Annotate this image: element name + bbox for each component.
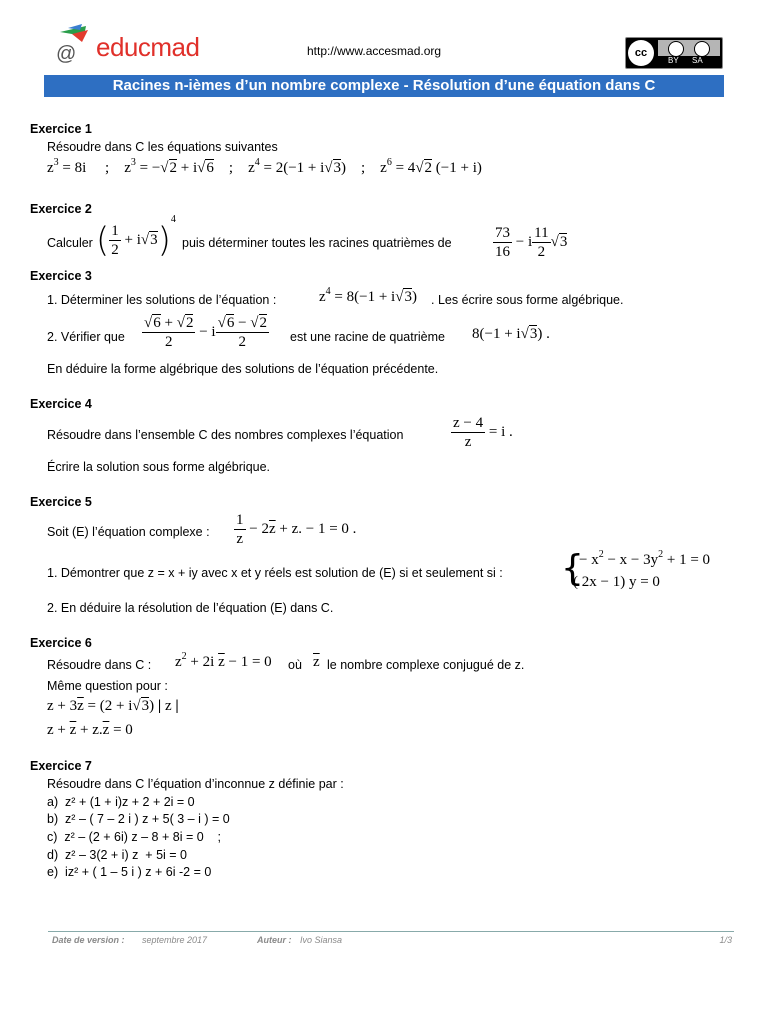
- exercise-7-item-a: a) z² + (1 + i)z + 2 + 2i = 0: [47, 795, 195, 809]
- exercise-1-title: Exercice 1: [30, 122, 92, 136]
- cc-icon: cc: [628, 40, 654, 66]
- person-icon: [668, 41, 684, 57]
- exercise-7-item-c: c) z² – (2 + 6i) z – 8 + 8i = 0 ;: [47, 830, 222, 844]
- exercise-6-title: Exercice 6: [30, 636, 92, 650]
- footer-page-number: 1/3: [719, 935, 732, 945]
- title-banner: [44, 75, 724, 97]
- exercise-3-title: Exercice 3: [30, 269, 92, 283]
- exercise-6-q1-end: le nombre complexe conjugué de z.: [327, 658, 525, 672]
- sa-label: SA: [692, 56, 703, 65]
- exercise-5-q2: 2. En déduire la résolution de l’équation (E) dans C.: [47, 601, 334, 615]
- license-badge: [625, 37, 723, 69]
- exercise-5-q1: 1. Démontrer que z = x + iy avec x et y réels est solution de (E) si et seulement si :: [47, 566, 503, 580]
- by-label: BY: [668, 56, 679, 65]
- exercise-1-equations: $z^3 = 8i$ ; $z^3 = -√2 + i√6$ ; $z^4 = 2(-1 + i√3)$ ; $z^6 = 4√2$ (−1 + i): [47, 157, 482, 176]
- footer-divider: [48, 931, 734, 932]
- exercise-7-title: Exercice 7: [30, 759, 92, 773]
- exercise-3-root-target: 8(−1 + i√3) .: [472, 326, 550, 342]
- exercise-2-expression: ( $\frac{1}{2}$ + i√3)$^4$: [96, 214, 176, 261]
- footer-author-value: Ivo Siansa: [300, 935, 343, 945]
- exercise-3-root: $\frac{√6 + √2}{2}$ − i $\frac{√6 - √2}{2}$: [144, 315, 268, 350]
- exercise-1-intro: Résoudre dans C les équations suivantes: [47, 140, 278, 154]
- exercise-2-title: Exercice 2: [30, 202, 92, 216]
- logo-text: educmad: [96, 32, 200, 62]
- exercise-5-q0: Soit (E) l’équation complexe :: [47, 525, 210, 539]
- logo: [52, 22, 202, 66]
- exercise-3-equation: $z^4 = 8(-1 + i√3)$: [319, 286, 417, 305]
- footer-date-label: Date de version :: [52, 935, 125, 945]
- exercise-6-eq-b: $z + \overline{z} + z.\overline{z} = 0$: [47, 722, 133, 738]
- exercise-7-intro: Résoudre dans C l’équation d’inconnue z définie par :: [47, 777, 344, 791]
- exercise-6-eq-a: $z + 3\overline{z} = (2 + i√3)$ | z |: [47, 698, 179, 714]
- exercise-4-q2: Écrire la solution sous forme algébrique.: [47, 460, 271, 474]
- page-title: Racines n-ièmes d’un nombre complexe - Résolution d’une équation dans C: [112, 77, 656, 94]
- share-alike-icon: [694, 41, 710, 57]
- exercise-3-q2: 2. Vérifier que: [47, 330, 125, 344]
- exercise-6-equation: $z^2 + 2i$ $\overline{z} - 1 = 0$: [175, 651, 272, 670]
- exercise-6-ou: où: [288, 658, 302, 672]
- exercise-3-q2-mid: est une racine de quatrième: [290, 330, 445, 344]
- exercise-7-item-d: d) z² – 3(2 + i) z + 5i = 0: [47, 848, 187, 862]
- exercise-7-item-b: b) z² – ( 7 – 2 i ) z + 5( 3 – i ) = 0: [47, 812, 230, 826]
- exercise-2-text: puis déterminer toutes les racines quatrièmes de: [182, 236, 452, 250]
- footer: [52, 935, 732, 949]
- exercise-4-title: Exercice 4: [30, 397, 92, 411]
- footer-date-value: septembre 2017: [142, 935, 208, 945]
- footer-author-label: Auteur :: [257, 935, 292, 945]
- exercise-7-item-e: e) iz² + ( 1 – 5 i ) z + 6i -2 = 0: [47, 865, 212, 879]
- exercise-3-q3: En déduire la forme algébrique des solutions de l’équation précédente.: [47, 362, 439, 376]
- exercise-6-q1: Résoudre dans C :: [47, 658, 152, 672]
- exercise-5-title: Exercice 5: [30, 495, 92, 509]
- exercise-4-equation: $\frac{z - 4}{z}$ = i .: [453, 415, 513, 450]
- exercise-4-q1: Résoudre dans l’ensemble C des nombres complexes l’équation: [47, 428, 404, 442]
- svg-text:@: @: [56, 43, 77, 65]
- exercise-2-target: $\frac{73}{16}$ − i $\frac{11}{2}$ √3: [495, 225, 568, 260]
- exercise-2-calc-label: Calculer: [47, 236, 93, 250]
- exercise-5-equation: $\frac{1}{z}$ − $2\overline{z} + z$. − 1 = 0 .: [236, 512, 357, 547]
- exercise-3-q1-end: . Les écrire sous forme algébrique.: [431, 293, 624, 307]
- exercise-3-q1: 1. Déterminer les solutions de l’équation :: [47, 293, 277, 307]
- exercise-6-q2: Même question pour :: [47, 679, 168, 693]
- site-url[interactable]: http://www.accesmad.org: [307, 44, 442, 58]
- exercise-6-conj: $\overline{z}$: [313, 654, 320, 670]
